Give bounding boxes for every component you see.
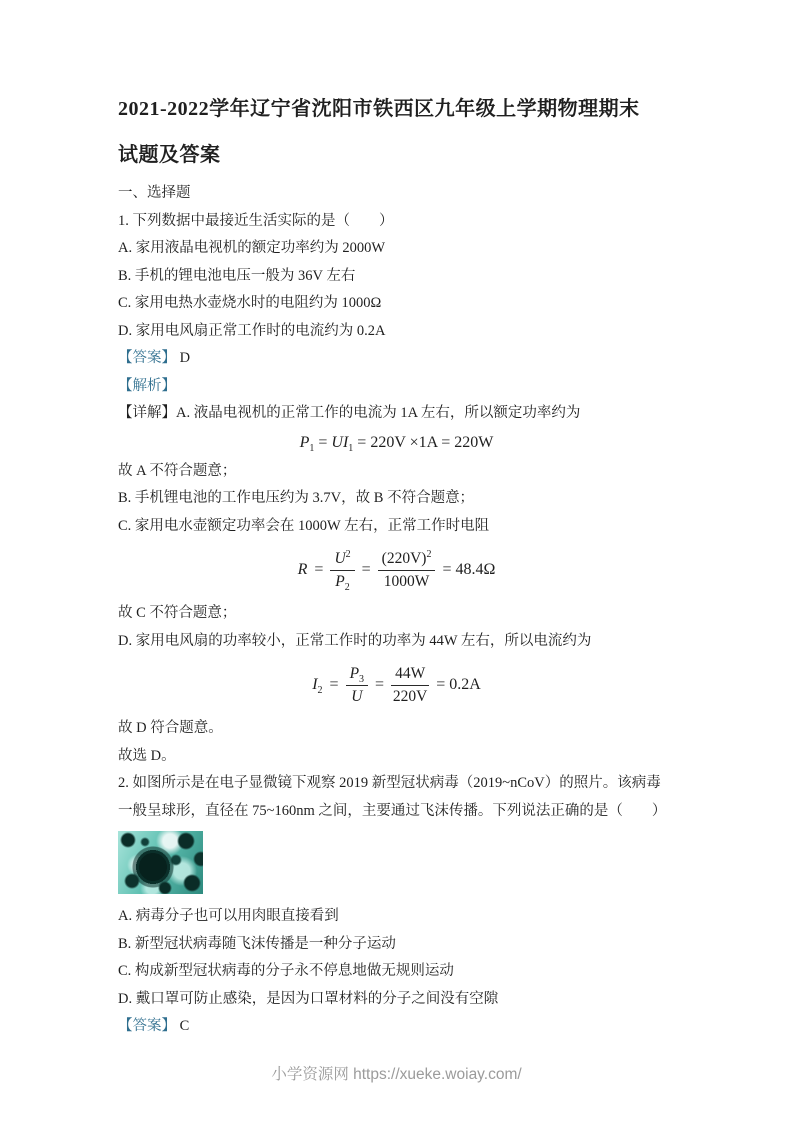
question-1-detail: 【详解】A. 液晶电视机的正常工作的电流为 1A 左右，所以额定功率约为 xyxy=(118,405,581,421)
formula-power xyxy=(118,428,675,458)
document-title xyxy=(118,86,675,178)
question-2-option-c: C. 构成新型冠状病毒的分子永不停息地做无规则运动 xyxy=(118,963,454,979)
question-1-stem: 1. 下列数据中最接近生活实际的是（ ） xyxy=(118,212,394,229)
virus-microscope-image xyxy=(118,831,203,894)
question-1-answer-line xyxy=(118,345,675,373)
equals-sign: = xyxy=(361,561,371,578)
formula-resistance xyxy=(118,541,675,599)
question-1 xyxy=(118,208,675,771)
question-2-option-b: B. 新型冠状病毒随飞沫传播是一种分子运动 xyxy=(118,935,396,952)
formula-var: R xyxy=(297,561,308,578)
question-1-option-a: A. 家用液晶电视机的额定功率约为 2000W xyxy=(118,240,386,256)
fraction-denominator: U xyxy=(351,687,363,705)
fraction-denominator: 1000W xyxy=(383,572,430,590)
fraction xyxy=(391,664,429,706)
footer-watermark: 小学资源网 https://xueke.woiay.com/ xyxy=(271,1066,522,1083)
step-c: C. 家用电水壶额定功率会在 1000W 左右，正常工作时电阻 xyxy=(118,517,490,534)
step-b: B. 手机锂电池的工作电压约为 3.7V，故 B 不符合题意； xyxy=(118,490,475,506)
formula-result: = 48.4Ω xyxy=(442,561,496,578)
step-after-d: 故 D 符合题意。 xyxy=(118,720,223,736)
document-title-line2: 试题及答案 xyxy=(118,144,221,166)
formula-sub: 1 xyxy=(348,442,354,454)
equals-sign: = xyxy=(314,561,324,578)
document-title-line1: 2021-2022学年辽宁省沈阳市铁西区九年级上学期物理期末 xyxy=(118,98,640,120)
question-1-option-d: D. 家用电风扇正常工作时的电流约为 0.2A xyxy=(118,322,386,339)
question-2-option-d: D. 戴口罩可防止感染，是因为口罩材料的分子之间没有空隙 xyxy=(118,990,499,1007)
fraction xyxy=(378,549,436,591)
section-heading: 一、选择题 xyxy=(118,185,191,201)
step-after-a: 故 A 不符合题意； xyxy=(118,462,237,479)
formula-var: UI xyxy=(331,433,349,451)
question-1-option-b: B. 手机的锂电池电压一般为 36V 左右 xyxy=(118,267,356,284)
fraction xyxy=(330,549,354,591)
step-d: D. 家用电风扇的功率较小，正常工作时的功率为 44W 左右，所以电流约为 xyxy=(118,632,592,649)
step-after-c: 故 C 不符合题意； xyxy=(118,605,237,621)
equals-sign: = xyxy=(375,676,385,693)
question-2 xyxy=(118,770,675,1041)
question-1-option-c: C. 家用电热水壶烧水时的电阻约为 1000Ω xyxy=(118,295,382,311)
formula-result: = 0.2A xyxy=(436,676,481,693)
answer-label: 【答案】 xyxy=(118,1018,176,1034)
question-2-answer-line xyxy=(118,1013,675,1041)
step-conclusion: 故选 D。 xyxy=(118,747,176,764)
question-1-analysis-line xyxy=(118,373,675,401)
fraction-numerator: $(220V)^2$ xyxy=(378,549,436,570)
question-2-option-a: A. 病毒分子也可以用肉眼直接看到 xyxy=(118,908,339,924)
answer-value: D xyxy=(179,350,191,366)
analysis-label: 【解析】 xyxy=(118,377,176,394)
equals-sign: = xyxy=(329,676,339,693)
fraction xyxy=(346,664,368,706)
question-2-stem: 2. 如图所示是在电子显微镜下观察 2019 新型冠状病毒（2019~nCoV）的照片。该病毒一般呈球形，直径在 75~160nm 之间，主要通过飞沫传播。下列说法正确的是（ ） xyxy=(118,775,667,819)
answer-value: C xyxy=(179,1018,190,1034)
fraction-numerator: 44W xyxy=(391,664,429,685)
formula-lhs: $I_2$ xyxy=(312,676,323,697)
answer-label: 【答案】 xyxy=(118,350,176,366)
fraction-denominator: 220V xyxy=(392,687,428,705)
formula-sub: 1 xyxy=(309,442,315,454)
equals-sign: = xyxy=(318,433,328,451)
formula-result: = 220V ×1A = 220W xyxy=(357,433,494,451)
fraction-numerator: $P_3$ xyxy=(346,664,368,685)
fraction-denominator: $P_2$ xyxy=(335,572,350,593)
formula-var: P xyxy=(299,433,310,451)
fraction-numerator: $U^2$ xyxy=(330,549,354,570)
formula-current xyxy=(118,656,675,714)
